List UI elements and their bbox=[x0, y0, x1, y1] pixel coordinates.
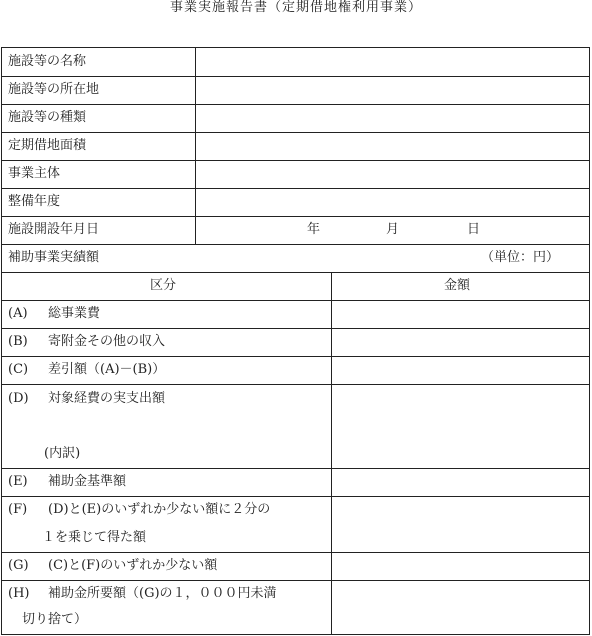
row-label-d: 対象経費の実支出額 bbox=[48, 391, 166, 406]
document-title: 事業実施報告書（定期借地権利用事業） bbox=[169, 0, 422, 15]
label-facility-name: 施設等の名称 bbox=[8, 54, 87, 69]
year-unit: 年 bbox=[307, 222, 321, 237]
row-divider bbox=[1, 580, 590, 581]
row-divider bbox=[1, 216, 590, 217]
row-label-e: 補助金基準額 bbox=[48, 474, 127, 489]
row-code-a: (A) bbox=[8, 306, 28, 321]
row-divider bbox=[1, 496, 590, 497]
row-divider bbox=[1, 188, 590, 189]
month-unit: 月 bbox=[386, 222, 400, 237]
row-code-f: (F) bbox=[8, 502, 28, 517]
label-facility-type: 施設等の種類 bbox=[8, 110, 87, 125]
row-divider bbox=[1, 76, 590, 77]
row-divider bbox=[1, 104, 590, 105]
row-code-e: (E) bbox=[8, 474, 28, 489]
row-code-d: (D) bbox=[8, 391, 29, 406]
row-divider bbox=[1, 300, 590, 301]
row-label-h-cont: 切り捨て） bbox=[22, 612, 88, 627]
row-divider bbox=[1, 272, 590, 273]
row-divider bbox=[1, 552, 590, 553]
row-label-a: 総事業費 bbox=[48, 306, 101, 321]
column-divider bbox=[195, 47, 196, 245]
row-label-g: (C)と(F)のいずれか少ない額 bbox=[48, 558, 218, 573]
row-divider bbox=[1, 132, 590, 133]
label-lease-area: 定期借地面積 bbox=[8, 138, 87, 153]
row-label-f: (D)と(E)のいずれか少ない額に２分の bbox=[48, 502, 271, 517]
row-divider bbox=[1, 384, 590, 385]
label-fiscal-year: 整備年度 bbox=[8, 194, 61, 209]
label-opening-date: 施設開設年月日 bbox=[8, 222, 100, 237]
results-heading: 補助事業実績額 bbox=[8, 250, 100, 265]
column-header-amount: 金額 bbox=[444, 278, 471, 293]
label-facility-location: 施設等の所在地 bbox=[8, 82, 100, 97]
row-label-d-breakdown: (内訳) bbox=[44, 446, 81, 461]
column-divider bbox=[331, 272, 332, 635]
row-label-f-cont: １を乗じて得た額 bbox=[42, 530, 147, 545]
row-label-h: 補助金所要額（(G)の１，０００円未満 bbox=[48, 586, 277, 601]
row-divider bbox=[1, 328, 590, 329]
row-divider bbox=[1, 160, 590, 161]
unit-label: （単位：円） bbox=[481, 250, 560, 265]
row-divider bbox=[1, 468, 590, 469]
row-code-b: (B) bbox=[8, 334, 28, 349]
row-divider bbox=[1, 244, 590, 245]
label-operator: 事業主体 bbox=[8, 166, 61, 181]
row-code-g: (G) bbox=[8, 558, 29, 573]
day-unit: 日 bbox=[467, 222, 481, 237]
row-divider bbox=[1, 356, 590, 357]
column-header-category: 区分 bbox=[150, 278, 177, 293]
row-label-c: 差引額（(A)－(B)） bbox=[48, 362, 166, 377]
row-code-h: (H) bbox=[8, 586, 30, 601]
row-label-b: 寄附金その他の収入 bbox=[48, 334, 166, 349]
row-code-c: (C) bbox=[8, 362, 29, 377]
